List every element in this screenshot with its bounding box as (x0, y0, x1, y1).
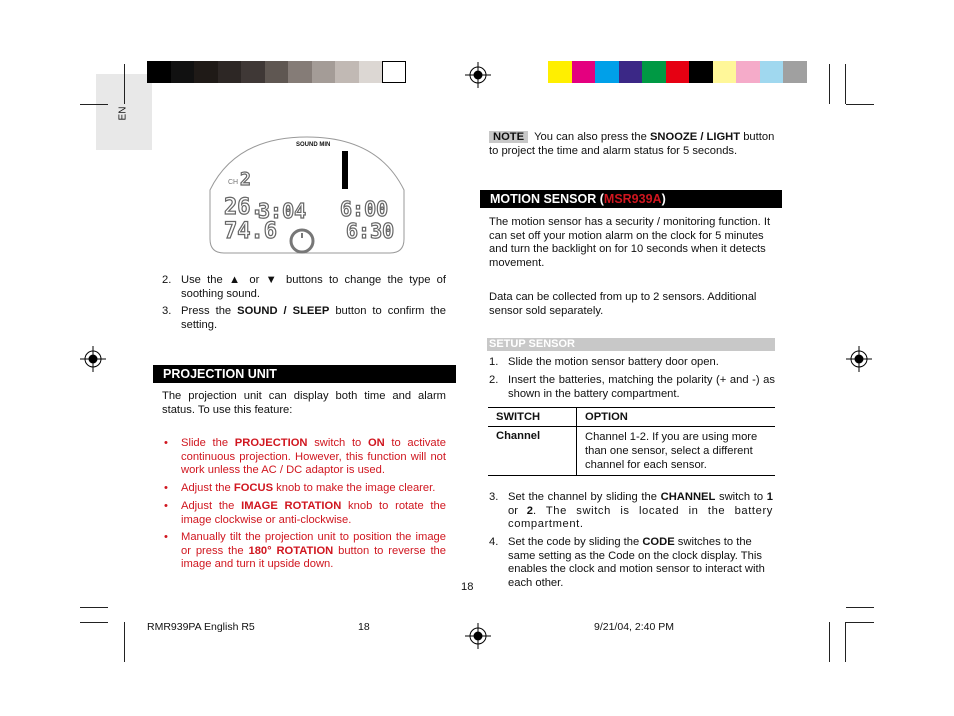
motion-paragraph-2: Data can be collected from up to 2 sensors. Additional sensor sold separately. (489, 291, 757, 317)
crop-mark (80, 622, 108, 623)
bullet: • (164, 482, 168, 494)
crop-mark (124, 622, 125, 662)
color-swatch (666, 61, 690, 83)
color-swatch (241, 61, 265, 83)
bullet: • (164, 500, 168, 512)
crop-mark (829, 622, 830, 662)
step-number: 1. (489, 356, 499, 368)
language-tab-label: EN (117, 106, 129, 121)
table-row (488, 427, 775, 476)
step-number: 2. (489, 374, 499, 386)
bullet-text: Manually tilt the projection unit to position the image or press the 180° ROTATION button to reverse the image and turn it upside down. (181, 531, 446, 570)
page-number: 18 (461, 581, 474, 593)
color-swatch (265, 61, 289, 83)
table-header-cell: OPTION (577, 408, 776, 427)
up-arrow-icon: ▲ (228, 274, 244, 286)
step-number: 2. (162, 274, 172, 286)
color-swatch (335, 61, 359, 83)
step-number: 4. (489, 536, 499, 548)
step-text: Insert the batteries, matching the polarity (+ and -) as shown in the battery compartment. (508, 374, 775, 400)
crop-mark (846, 622, 874, 623)
note-label: NOTE (489, 131, 528, 143)
color-swatch (312, 61, 336, 83)
temp-reading-2: 74.6 (224, 219, 277, 244)
color-swatch (642, 61, 666, 83)
alarm-reading-1: 6:00 (340, 197, 389, 221)
note-paragraph: NOTE You can also press the SNOOZE / LIGHT button to project the time and alarm status for 5 seconds. (489, 131, 775, 157)
color-swatch (359, 61, 383, 83)
time-reading: 3:04 (258, 199, 307, 223)
color-swatch (783, 61, 807, 83)
color-swatch (595, 61, 619, 83)
bullet: • (164, 531, 168, 543)
crop-mark (846, 607, 874, 608)
crop-mark (124, 64, 125, 104)
color-swatch (619, 61, 643, 83)
channel-value: 2 (240, 169, 251, 190)
channel-label: CH (228, 179, 239, 186)
table-cell: Channel 1-2. If you are using more than one sensor, select a different channel for each sensor. (577, 427, 776, 476)
table-header-cell: SWITCH (488, 408, 577, 427)
color-swatch (171, 61, 195, 83)
color-swatch (194, 61, 218, 83)
color-swatch (288, 61, 312, 83)
sound-min-label: SOUND MIN (296, 142, 331, 148)
color-swatch (147, 61, 171, 83)
setup-sensor-header: SETUP SENSOR (487, 338, 775, 351)
step-number: 3. (162, 305, 172, 317)
color-swatch (218, 61, 242, 83)
alarm-reading-2: 6:30 (346, 219, 395, 243)
color-swatch (736, 61, 760, 83)
bullet: • (164, 437, 168, 449)
crop-mark (846, 104, 874, 105)
footer-file-name: RMR939PA English R5 (147, 621, 255, 633)
crop-mark (80, 104, 108, 105)
bullet-text: Slide the PROJECTION switch to ON to activate continuous projection. However, this function will not work unless the AC / DC adaptor is used. (181, 437, 446, 476)
projection-intro: The projection unit can display both time and alarm status. To use this feature: (162, 390, 446, 416)
registration-mark-icon (80, 346, 106, 372)
down-arrow-icon: ▼ (265, 274, 280, 286)
crop-mark (829, 64, 830, 104)
registration-mark-icon (465, 62, 491, 88)
step-text: Press the SOUND / SLEEP button to confirm the setting. (181, 305, 446, 331)
motion-sensor-header: MOTION SENSOR (MSR939A) (480, 190, 782, 208)
step-text: Slide the motion sensor battery door open. (508, 356, 719, 368)
crop-mark (845, 622, 846, 662)
step-number: 3. (489, 491, 499, 503)
table-cell: Channel (488, 427, 577, 476)
step-text: Set the code by sliding the CODE switches to the same setting as the Code on the clock display. This enables the clock and motion sensor to interact with each other. (508, 536, 765, 589)
color-swatch (572, 61, 596, 83)
color-swatch (689, 61, 713, 83)
footer-page: 18 (358, 621, 370, 633)
temp-reading-1: 26. (224, 195, 264, 220)
color-swatch (760, 61, 784, 83)
projection-unit-header: PROJECTION UNIT (153, 365, 456, 383)
crop-mark (80, 607, 108, 608)
footer-timestamp: 9/21/04, 2:40 PM (594, 621, 674, 633)
color-swatch (382, 61, 406, 83)
registration-mark-icon (846, 346, 872, 372)
step-text: Set the channel by sliding the CHANNEL switch to 1 or 2. The switch is located in the battery compartment. (508, 491, 773, 530)
color-swatch (548, 61, 572, 83)
step-text: Use the ▲ or ▼ buttons to change the type of soothing sound. (181, 274, 447, 300)
bullet-text: Adjust the FOCUS knob to make the image clearer. (181, 482, 436, 494)
switch-option-table (488, 407, 775, 476)
crop-mark (845, 64, 846, 104)
table-header-row (488, 408, 775, 427)
clock-display-illustration (206, 135, 408, 259)
color-swatch (713, 61, 737, 83)
bullet-text: Adjust the IMAGE ROTATION knob to rotate the image clockwise or anti-clockwise. (181, 500, 446, 526)
registration-mark-icon (465, 623, 491, 649)
motion-paragraph-1: The motion sensor has a security / monitoring function. It can set off your motion alarm on the clock for 5 minutes and turn the backlight on for 10 seconds when it detects movement. (489, 216, 771, 269)
